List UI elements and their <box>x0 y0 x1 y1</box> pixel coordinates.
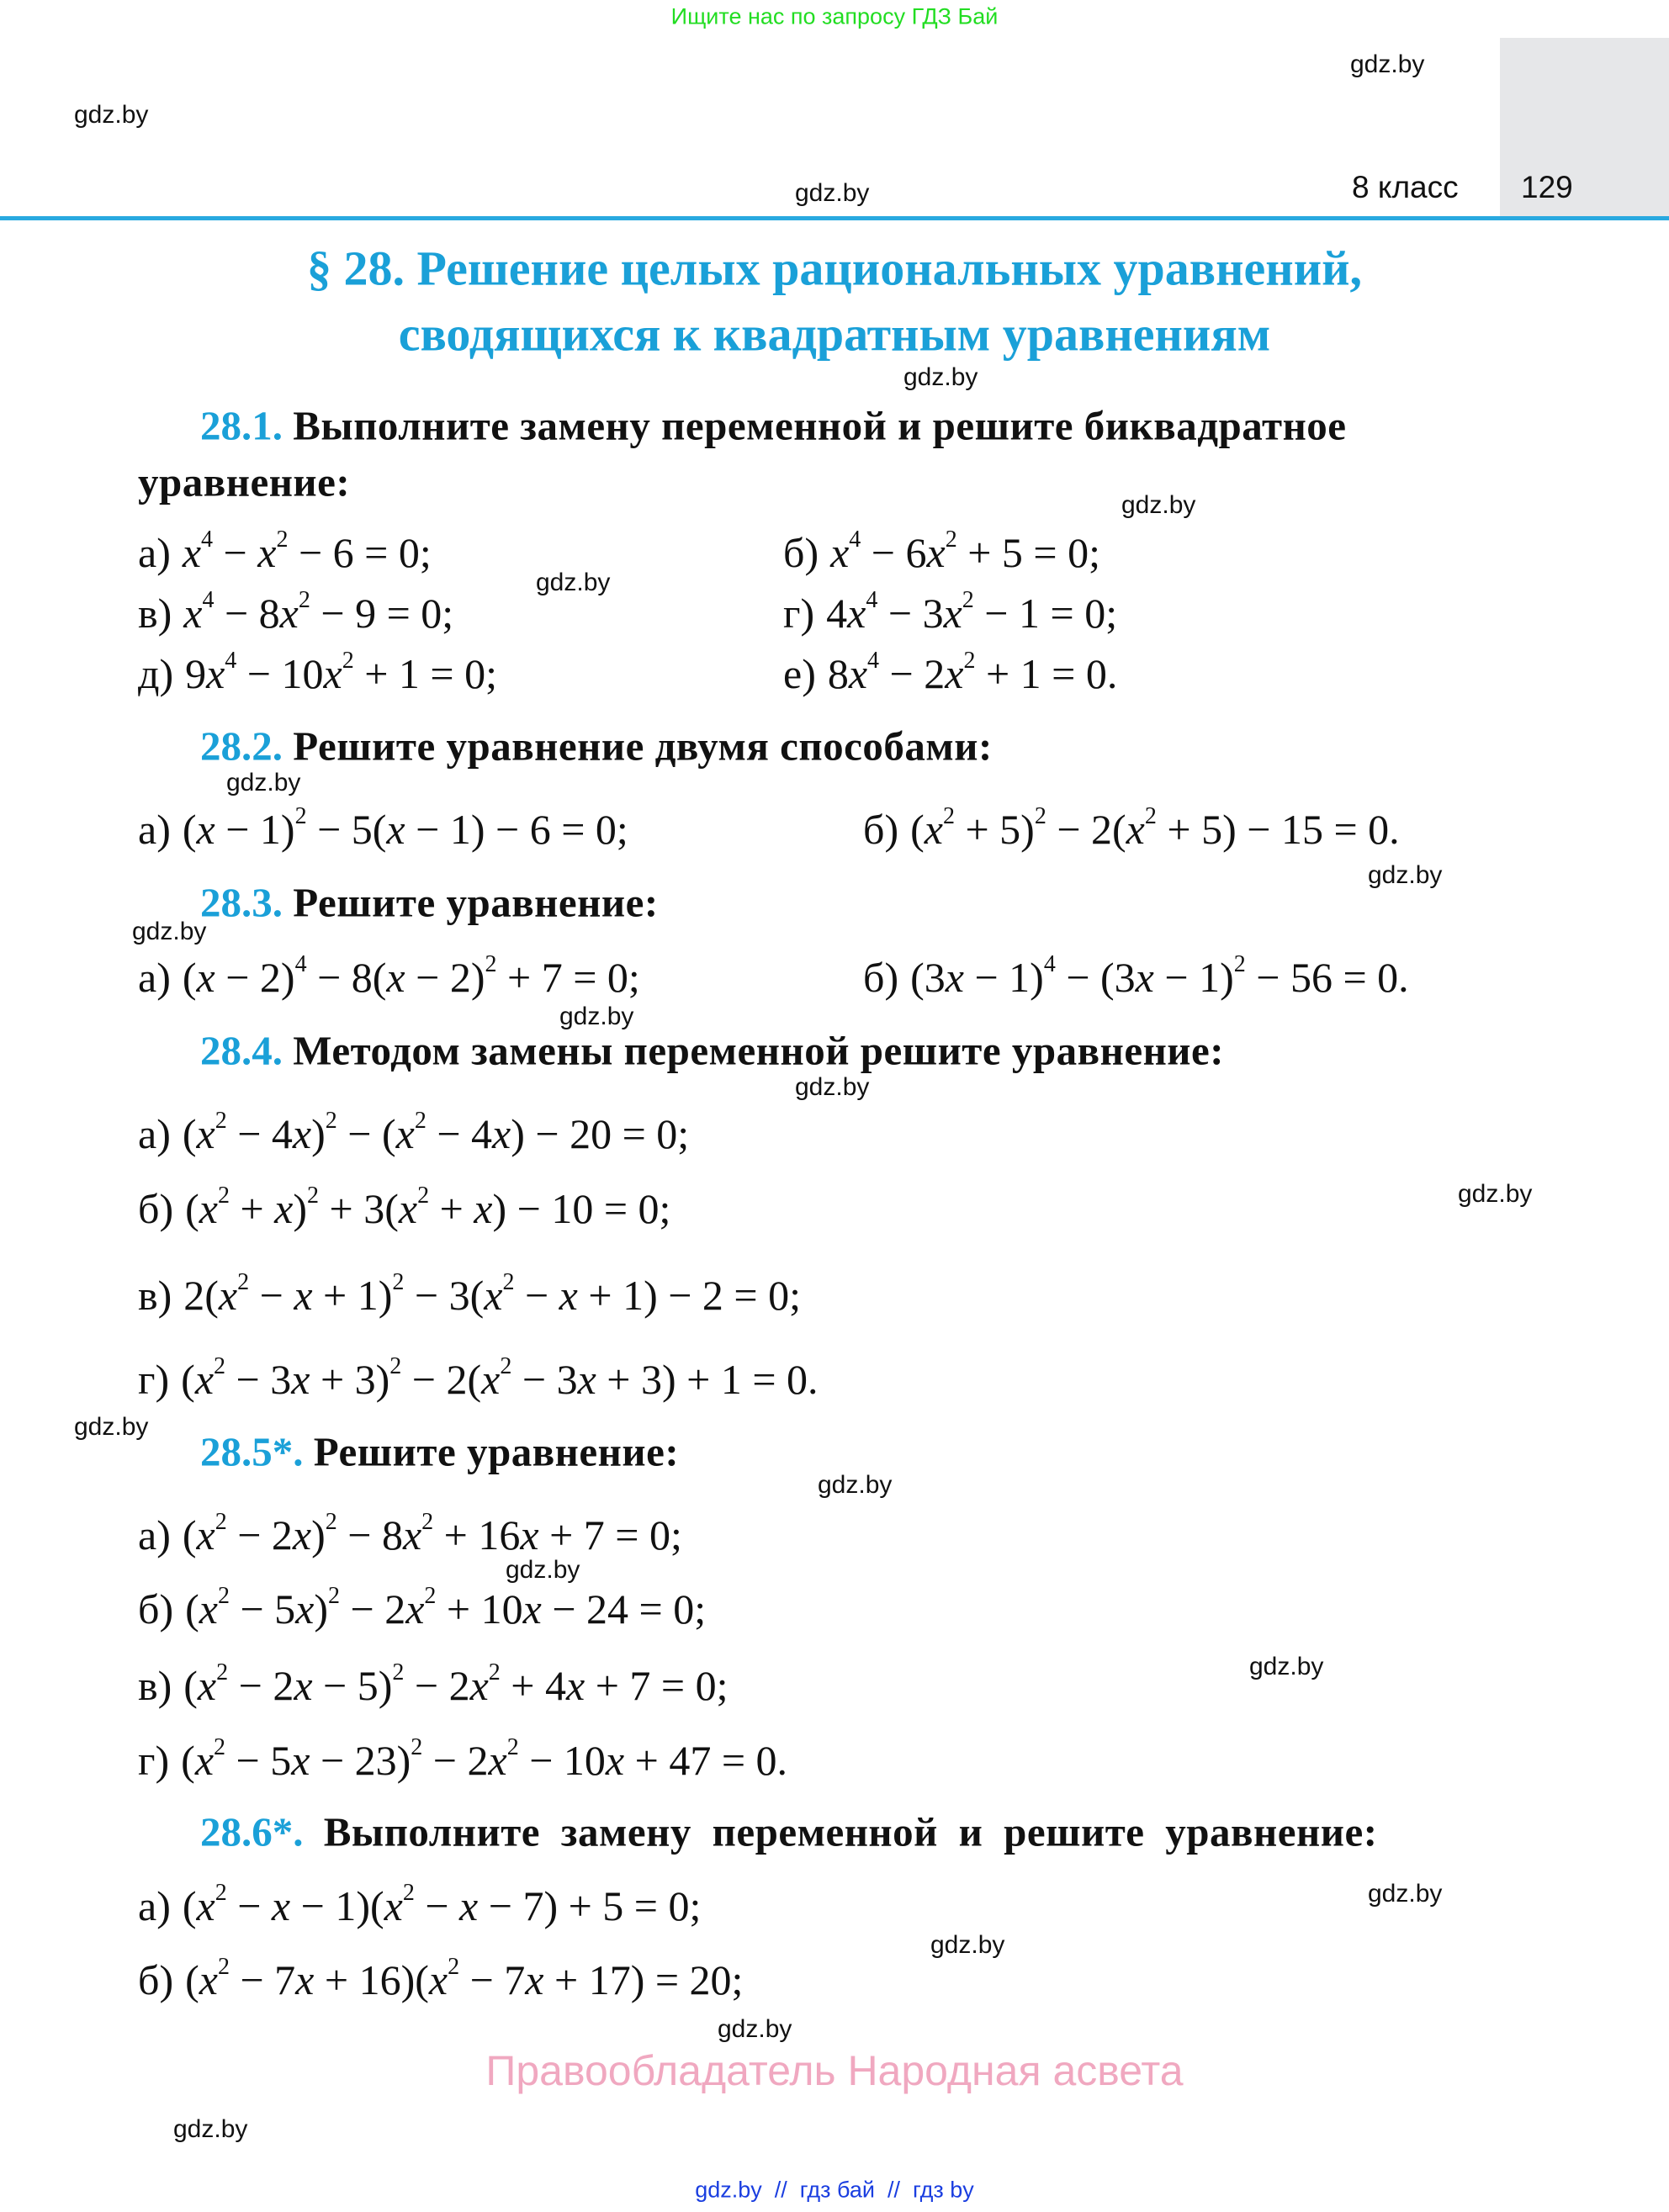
equation-item <box>138 528 432 577</box>
grade-label: 8 класс <box>1352 170 1459 204</box>
equation: $x^4 - x^2 - 6 = 0$; <box>182 527 432 576</box>
task-number: 28.5*. <box>200 1428 304 1475</box>
task-28-2-heading <box>200 722 993 770</box>
task-number: 28.1. <box>200 402 283 449</box>
equation: $(x - 1)^2 - 5(x - 1) - 6 = 0$; <box>182 803 628 853</box>
watermark: gdz.by <box>795 1073 870 1101</box>
task-text: Выполните замену переменной и решите биквадратное <box>293 402 1347 449</box>
equation: $(x^2 - x - 1)(x^2 - x - 7) + 5 = 0$; <box>182 1880 702 1929</box>
item-label: е) <box>783 650 816 697</box>
equation: $(x^2 - 5x - 23)^2 - 2x^2 - 10x + 47 = 0$. <box>181 1734 788 1784</box>
equation: $8x^4 - 2x^2 + 1 = 0$. <box>827 648 1118 697</box>
task-28-6-heading <box>200 1808 1378 1856</box>
equation-item <box>138 1511 682 1559</box>
equation: $(x^2 + 5)^2 - 2(x^2 + 5) - 15 = 0$. <box>910 803 1400 853</box>
item-label: б) <box>863 954 899 1001</box>
item-label: б) <box>138 1585 174 1633</box>
item-label: в) <box>138 1662 172 1709</box>
task-text: Методом замены переменной решите уравнение: <box>293 1027 1225 1074</box>
item-label: в) <box>138 590 172 637</box>
equation: $x^4 - 6x^2 + 5 = 0$; <box>830 527 1101 576</box>
item-label: в) <box>138 1272 172 1319</box>
equation-item <box>138 1881 701 1930</box>
section-title-line1: § 28. Решение целых рациональных уравнений, <box>306 241 1363 296</box>
task-text: Решите уравнение: <box>313 1428 680 1475</box>
equation-item <box>138 1661 729 1710</box>
item-label: б) <box>138 1956 174 2003</box>
equation-item <box>138 1271 801 1320</box>
equation: $(x - 2)^4 - 8(x - 2)^2 + 7 = 0$; <box>182 951 640 1001</box>
equation-item <box>138 805 628 854</box>
header-divider <box>0 216 1669 220</box>
watermark: gdz.by <box>74 1413 149 1441</box>
task-text: Решите уравнение: <box>293 879 659 926</box>
page-number: 129 <box>1521 170 1573 204</box>
item-label: б) <box>138 1185 174 1232</box>
watermark: gdz.by <box>226 769 301 796</box>
watermark: gdz.by <box>536 569 611 596</box>
item-label: д) <box>138 650 174 697</box>
equation-item <box>138 1184 670 1233</box>
watermark: gdz.by <box>173 2115 248 2143</box>
equation: $(x^2 - 7x + 16)(x^2 - 7x + 17) = 20$; <box>185 1954 744 2003</box>
task-number: 28.6*. <box>200 1808 304 1855</box>
watermark: gdz.by <box>1368 861 1443 889</box>
equation: $4x^4 - 3x^2 - 1 = 0$; <box>826 587 1118 637</box>
task-text: Выполните замену переменной и решите уравнение: <box>323 1808 1378 1855</box>
task-28-3-heading <box>200 879 659 927</box>
equation: $(x^2 + x)^2 + 3(x^2 + x) - 10 = 0$; <box>185 1183 671 1232</box>
equation: $(3x - 1)^4 - (3x - 1)^2 - 56 = 0$. <box>910 951 1409 1001</box>
watermark: gdz.by <box>1458 1180 1533 1208</box>
equation-item <box>783 589 1117 638</box>
watermark: gdz.by <box>718 2015 792 2043</box>
equation-item <box>138 649 497 698</box>
task-28-4-heading <box>200 1027 1224 1075</box>
equation-item <box>138 1585 706 1633</box>
watermark: gdz.by <box>1368 1880 1443 1908</box>
footer-links[interactable]: gdz.by // гдз бай // гдз by <box>695 2177 974 2203</box>
item-label: б) <box>863 806 899 853</box>
equation: $(x^2 - 5x)^2 - 2x^2 + 10x - 24 = 0$; <box>185 1583 707 1633</box>
task-number: 28.4. <box>200 1027 283 1074</box>
watermark: gdz.by <box>930 1931 1005 1959</box>
task-28-5-heading <box>200 1428 679 1476</box>
task-text-continued <box>138 458 350 506</box>
item-label: г) <box>138 1737 170 1784</box>
watermark: gdz.by <box>1350 50 1425 78</box>
equation: $9x^4 - 10x^2 + 1 = 0$; <box>185 648 498 697</box>
task-text: уравнение: <box>138 458 351 505</box>
item-label: а) <box>138 529 171 576</box>
equation-item <box>138 589 453 638</box>
equation-item <box>138 1355 819 1404</box>
equation-item <box>138 1109 689 1158</box>
task-number: 28.2. <box>200 722 283 770</box>
watermark: gdz.by <box>1249 1653 1324 1680</box>
watermark: gdz.by <box>132 918 207 945</box>
equation-item <box>138 1736 787 1785</box>
item-label: а) <box>138 1882 171 1929</box>
watermark: gdz.by <box>559 1003 634 1030</box>
top-banner[interactable]: Ищите нас по запросу ГДЗ Бай <box>670 3 999 29</box>
equation: $(x^2 - 3x + 3)^2 - 2(x^2 - 3x + 3) + 1 = 0$. <box>181 1353 819 1403</box>
task-text: Решите уравнение двумя способами: <box>293 722 993 770</box>
equation: $2(x^2 - x + 1)^2 - 3(x^2 - x + 1) - 2 = 0$; <box>183 1269 802 1319</box>
watermark: gdz.by <box>74 101 149 129</box>
equation-item <box>863 953 1409 1002</box>
section-title-line2: сводящихся к квадратным уравнениям <box>398 306 1271 362</box>
equation-item <box>783 649 1117 698</box>
task-number: 28.3. <box>200 879 283 926</box>
item-label: а) <box>138 1110 171 1157</box>
equation-item <box>863 805 1400 854</box>
equation: $x^4 - 8x^2 - 9 = 0$; <box>183 587 454 637</box>
watermark: gdz.by <box>903 363 978 391</box>
watermark: gdz.by <box>506 1556 580 1584</box>
equation-item <box>138 953 640 1002</box>
equation-item <box>783 528 1100 577</box>
task-28-1-heading <box>200 402 1347 450</box>
copyright-notice: Правообладатель Народная асвета <box>485 2047 1184 2094</box>
watermark: gdz.by <box>795 179 870 207</box>
equation: $(x^2 - 4x)^2 - (x^2 - 4x) - 20 = 0$; <box>182 1108 690 1157</box>
equation-item <box>138 1955 743 2004</box>
item-label: г) <box>783 590 815 637</box>
item-label: а) <box>138 954 171 1001</box>
equation: $(x^2 - 2x)^2 - 8x^2 + 16x + 7 = 0$; <box>182 1509 682 1558</box>
watermark: gdz.by <box>818 1471 893 1499</box>
item-label: а) <box>138 806 171 853</box>
equation: $(x^2 - 2x - 5)^2 - 2x^2 + 4x + 7 = 0$; <box>183 1659 729 1709</box>
item-label: б) <box>783 529 819 576</box>
item-label: г) <box>138 1356 170 1403</box>
watermark: gdz.by <box>1121 491 1196 519</box>
item-label: а) <box>138 1511 171 1558</box>
